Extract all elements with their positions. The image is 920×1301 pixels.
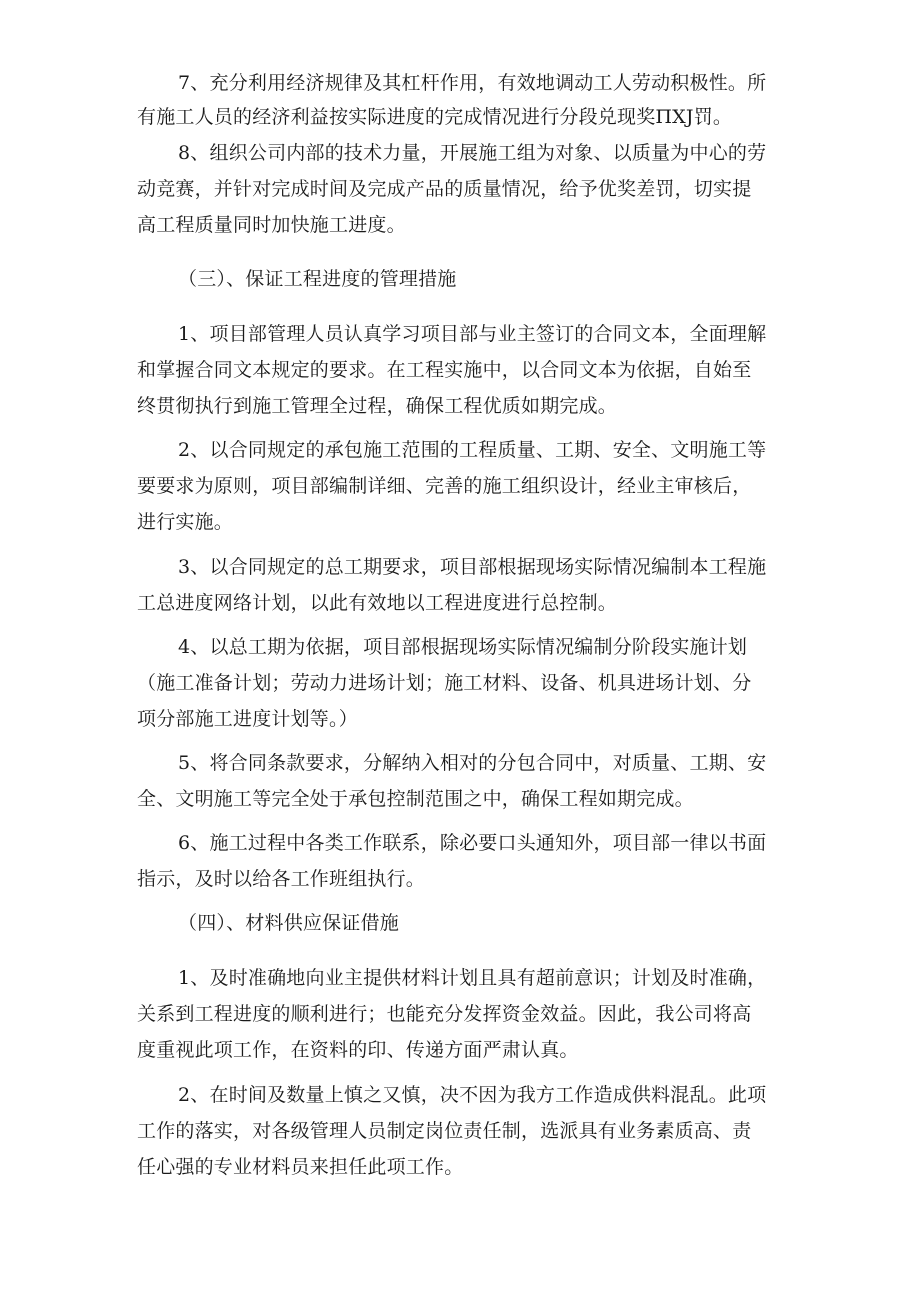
item-6-line-2: 指示，及时以给各工作班组执行。 (137, 868, 426, 890)
item-4-line-2: （施工准备计划；劳动力进场计划；施工材料、设备、机具进场计划、分 (137, 672, 752, 694)
item-2-line-2: 要要求为原则，项目部编制详细、完善的施工组织设计，经业主审核后， (137, 475, 752, 497)
item-3-line-1: 3、以合同规定的总工期要求，项目部根据现场实际情况编制本工程施 (178, 556, 767, 578)
item-4-line-3: 项分部施工进度计划等。） (137, 708, 358, 730)
material-item-2-line-2: 工作的落实，对各级管理人员制定岗位责任制，选派具有业务素质高、责 (137, 1120, 752, 1142)
item-1-line-1: 1、项目部管理人员认真学习项目部与业主签订的合同文本，全面理解 (178, 323, 767, 345)
item-2-line-1: 2、以合同规定的承包施工范围的工程质量、工期、安全、文明施工等 (178, 439, 767, 461)
material-item-1-line-2: 关系到工程进度的顺利进行；也能充分发挥资金效益。因此，我公司将高 (137, 1003, 752, 1025)
paragraph-8-line-3: 高工程质量同时加快施工进度。 (137, 214, 406, 236)
item-3-line-2: 工总进度网络计划，以此有效地以工程进度进行总控制。 (137, 592, 618, 614)
material-item-1-line-1: 1、及时准确地向业主提供材料计划且具有超前意识；计划及时准确， (178, 967, 767, 989)
paragraph-8-line-2: 动竞赛，并针对完成时间及完成产品的质量情况，给予优奖差罚，切实提 (137, 178, 752, 200)
paragraph-8-line-1: 8、组织公司内部的技术力量，开展施工组为对象、以质量为中心的劳 (178, 142, 767, 164)
item-1-line-2: 和掌握合同文本规定的要求。在工程实施中，以合同文本为依据，自始至 (137, 359, 752, 381)
material-item-1-line-3: 度重视此项工作，在资料的印、传递方面严肃认真。 (137, 1039, 579, 1061)
item-5-line-2: 全、文明施工等完全处于承包控制范围之中，确保工程如期完成。 (137, 788, 694, 810)
item-1-line-3: 终贯彻执行到施工管理全过程，确保工程优质如期完成。 (137, 395, 618, 417)
section-heading-3: （三）、保证工程进度的管理措施 (178, 268, 457, 290)
section-heading-4: （四）、材料供应保证借施 (178, 912, 399, 934)
material-item-2-line-1: 2、在时间及数量上慎之又慎，决不因为我方工作造成供料混乱。此项 (178, 1084, 767, 1106)
item-2-line-3: 进行实施。 (137, 511, 234, 533)
item-6-line-1: 6、施工过程中各类工作联系，除必要口头通知外，项目部一律以书面 (178, 832, 767, 854)
paragraph-7-line-2: 有施工人员的经济利益按实际进度的完成情况进行分段兑现奖ΠXJ罚。 (137, 106, 733, 128)
item-4-line-1: 4、以总工期为依据，项目部根据现场实际情况编制分阶段实施计划 (178, 636, 748, 658)
material-item-2-line-3: 任心强的专业材料员来担任此项工作。 (137, 1156, 464, 1178)
paragraph-7-line-1: 7、充分利用经济规律及其杠杆作用，有效地调动工人劳动积极性。所 (178, 72, 767, 94)
item-5-line-1: 5、将合同条款要求，分解纳入相对的分包合同中，对质量、工期、安 (178, 752, 767, 774)
